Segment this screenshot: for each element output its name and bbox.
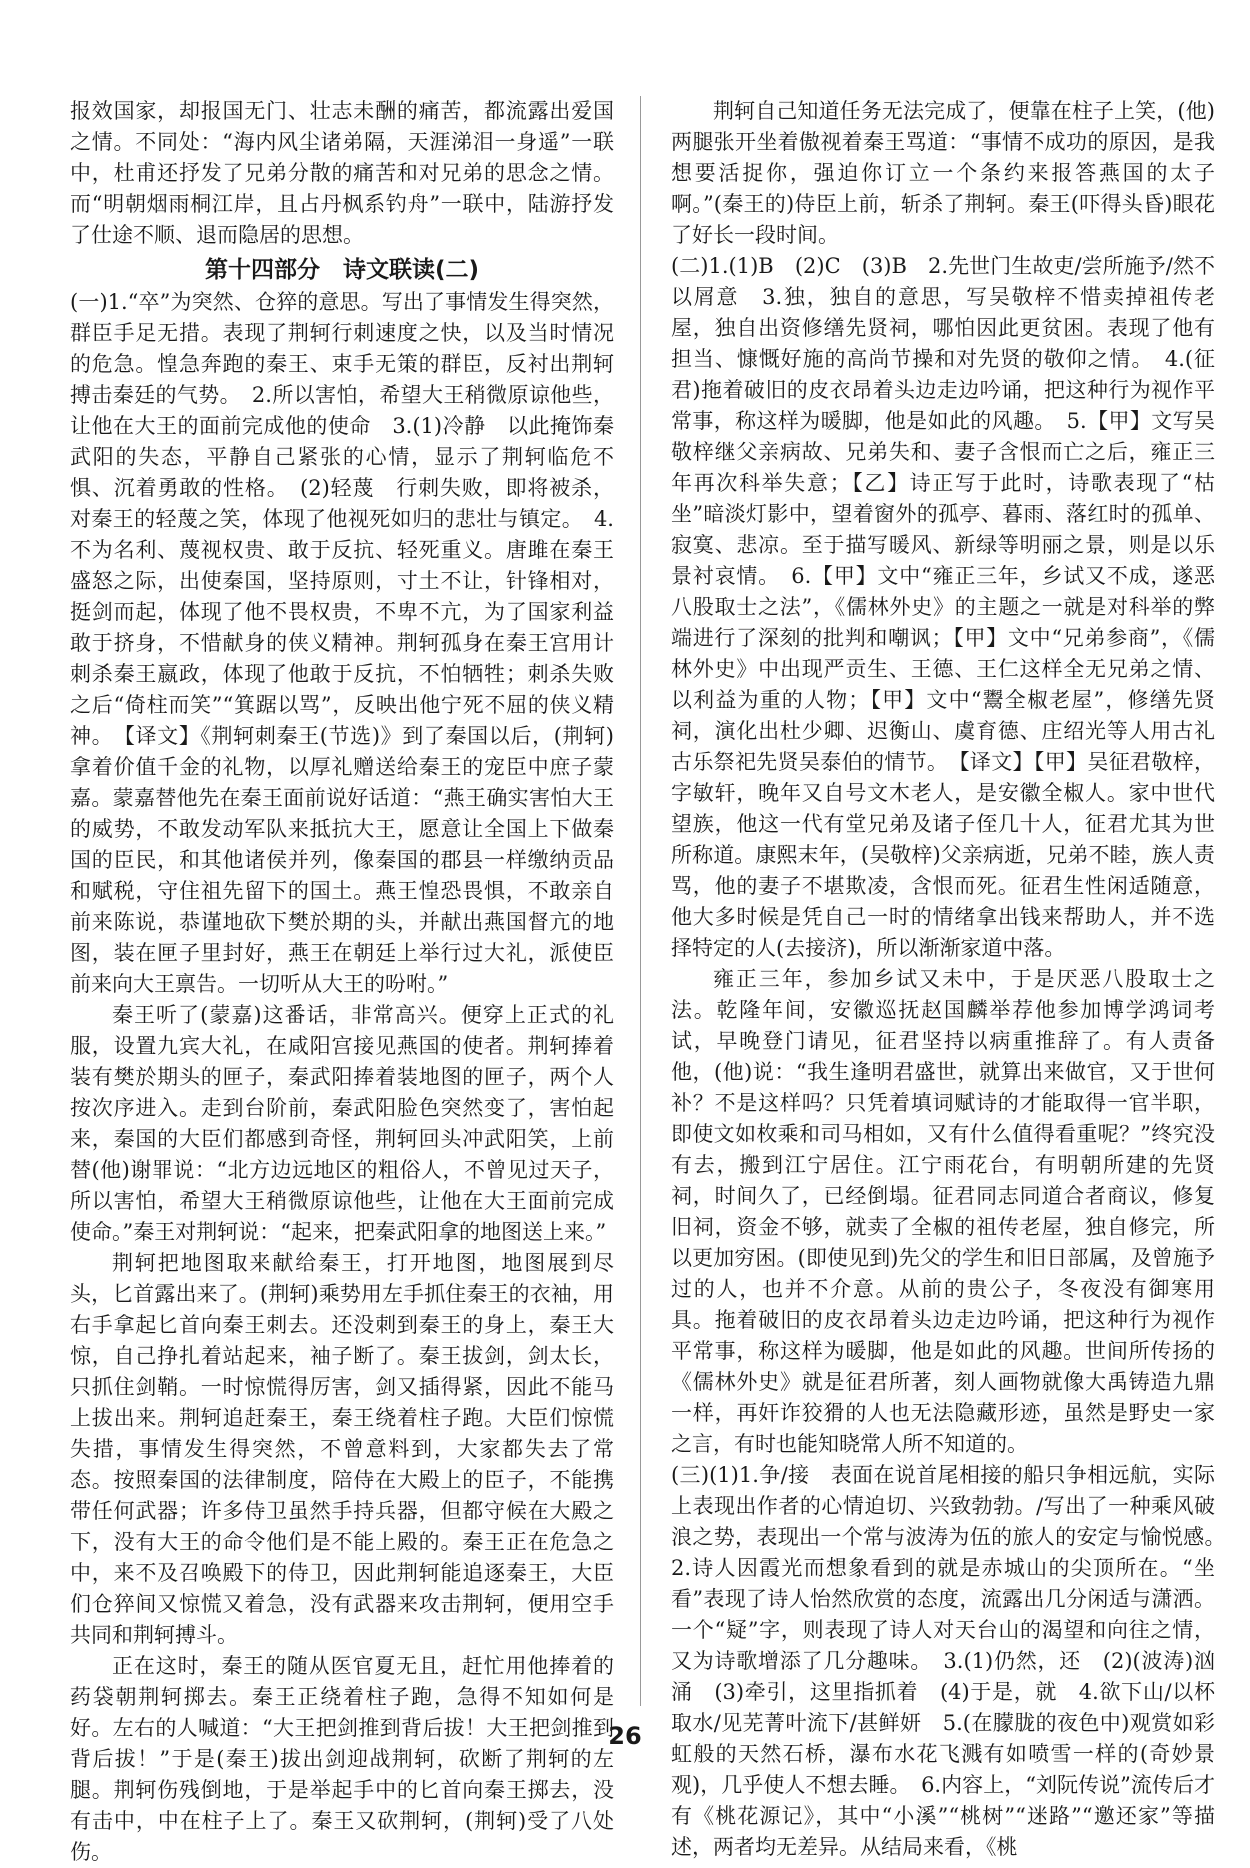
column-divider — [640, 96, 641, 1706]
left-intro-paragraph: 报效国家，却报国无门、壮志未酬的痛苦，都流露出爱国之情。不同处：“海内风尘诸弟隔，天涯涕泪一身遥”一联中，杜甫还抒发了兄弟分散的痛苦和对兄弟的思念之情。而“明朝烟雨桐江岸，且占丹枫系钓舟”一联中，陆游抒发了仕途不顺、退而隐居的思想。 — [70, 99, 614, 247]
answer-paragraph-3: (三)(1)1.争/接 表面在说首尾相接的船只争相远航，实际上表现出作者的心情迫切、兴致勃勃。/写出了一种乘风破浪之势，表现出一个常与波涛为伍的旅人的安定与愉悦感。 2.诗人因霞光而想象看到的就是赤城山的尖顶所在。“坐看”表现了诗人怡然欣赏的态度，流露出几分闲适与潇洒。一个“疑”字，则表现了诗人对天台山的渴望和向往之情，又为诗歌增添了几分趣味。 3.(1)仍然，还 (2)(波涛)汹涌 (3)牵引，这里指抓着 (4)于是，就 4.欲下山/以杯取水/见芜菁叶流下/甚鲜妍 5.(在朦胧的夜色中)观赏如彩虹般的天然石桥，瀑布水花飞溅有如喷雪一样的(奇妙景观)，几乎使人不想去睡。 6.内容上，“刘阮传说”流传后才有《桃花源记》，其中“小溪”“桃树”“迷路”“邀还家”等描述，两者均无差异。从结局来看，《桃 — [671, 1463, 1236, 1859]
page-number: 26 — [608, 1722, 642, 1750]
answer-paragraph-1: (一)1.“卒”为突然、仓猝的意思。写出了事情发生得突然，群臣手足无措。表现了荆轲行刺速度之快，以及当时情况的危急。惶急奔跑的秦王、束手无策的群臣，反衬出荆轲搏击秦廷的气势。 2.所以害怕，希望大王稍微原谅他些，让他在大王的面前完成他的使命 3.(1)冷静 以此掩饰秦武阳的失态，平静自己紧张的心情，显示了荆轲临危不惧、沉着勇敢的性格。 (2)轻蔑 行刺失败，即将被杀，对秦王的轻蔑之笑，体现了他视死如归的悲壮与镇定。 4.不为名利、蔑视权贵、敢于反抗、轻死重义。唐雎在秦王盛怒之际，出使秦国，坚持原则，寸土不让，针锋相对，挺剑而起，体现了他不畏权贵，不卑不亢，为了国家利益敢于挤身，不惜献身的侠义精神。荆轲孤身在秦王宫用计刺杀秦王嬴政，体现了他敢于反抗，不怕牺牲；刺杀失败之后“倚柱而笑”“箕踞以骂”，反映出他宁死不屈的侠义精神。 【译文】《荆轲刺秦王(节选)》到了秦国以后，(荆轲)拿着价值千金的礼物，以厚礼赠送给秦王的宠臣中庶子蒙嘉。蒙嘉替他先在秦王面前说好话道：“燕王确实害怕大王的威势，不敢发动军队来抵抗大王，愿意让全国上下做秦国的臣民，和其他诸侯并列，像秦国的郡县一样缴纳贡品和赋税，守住祖先留下的国土。燕王惶恐畏惧，不敢亲自前来陈说，恭谨地砍下樊於期的头，并献出燕国督亢的地图，装在匣子里封好，燕王在朝廷上举行过大礼，派使臣前来向大王禀告。一切听从大王的吩咐。” — [70, 290, 614, 996]
translation-paragraph-2: 秦王听了(蒙嘉)这番话，非常高兴。便穿上正式的礼服，设置九宾大礼，在咸阳宫接见燕国的使者。荆轲捧着装有樊於期头的匣子，秦武阳捧着装地图的匣子，两个人按次序进入。走到台阶前，秦武阳脸色突然变了，害怕起来，秦国的大臣们都感到奇怪，荆轲回头冲武阳笑，上前替(他)谢罪说：“北方边远地区的粗俗人，不曾见过天子，所以害怕，希望大王稍微原谅他些，让他在大王面前完成使命。”秦王对荆轲说：“起来，把秦武阳拿的地图送上来。” — [70, 1003, 614, 1244]
right-paragraph-1: 荆轲自己知道任务无法完成了，便靠在柱子上笑，(他)两腿张开坐着傲视着秦王骂道：“事情不成功的原因，是我想要活捉你，强迫你订立一个条约来报答燕国的太子啊。”(秦王的)侍臣上前，斩杀了荆轲。秦王(吓得头昏)眼花了好长一段时间。 — [671, 99, 1215, 247]
translation-paragraph-4: 正在这时，秦王的随从医官夏无且，赶忙用他捧着的药袋朝荆轲掷去。秦王正绕着柱子跑，急得不知如何是好。左右的人喊道：“大王把剑推到背后拔！大王把剑推到背后拔！”于是(秦王)拔出剑迎战荆轲，砍断了荆轲的左腿。荆轲伤残倒地，于是举起手中的匕首向秦王掷去，没有击中，中在柱子上了。秦王又砍荆轲，(荆轲)受了八处伤。 — [70, 1654, 614, 1864]
right-column — [671, 96, 1236, 1863]
left-column — [70, 96, 614, 1868]
answer-paragraph-2: (二)1.(1)B (2)C (3)B 2.先世门生故吏/尝所施予/然不以屑意 3.独，独自的意思，写吴敬梓不惜卖掉祖传老屋，独自出资修缮先贤祠，哪怕因此更贫困。表现了他有担当、慷慨好施的高尚节操和对先贤的敬仰之情。 4.(征君)拖着破旧的皮衣昂着头边走边吟诵，把这种行为视作平常事，称这样为暖脚，他是如此的风趣。 5.【甲】文写吴敬梓继父亲病故、兄弟失和、妻子含恨而亡之后，雍正三年再次科举失意；【乙】诗正写于此时，诗歌表现了“枯坐”暗淡灯影中，望着窗外的孤亭、暮雨、落红时的孤单、寂寞、悲凉。至于描写暖风、新绿等明丽之景，则是以乐景衬哀情。 6.【甲】文中“雍正三年，乡试又不成，遂恶八股取士之法”，《儒林外史》的主题之一就是对科举的弊端进行了深刻的批判和嘲讽；【甲】文中“兄弟参商”，《儒林外史》中出现严贡生、王德、王仁这样全无兄弟之情、以利益为重的人物；【甲】文中“鬻全椒老屋”，修缮先贤祠，演化出杜少卿、迟衡山、虞育德、庄绍光等人用古礼古乐祭祀先贤吴泰伯的情节。 【译文】【甲】吴征君敬梓，字敏轩，晚年又自号文木老人，是安徽全椒人。家中世代望族，他这一代有堂兄弟及诸子侄几十人，征君尤其为世所称道。康熙末年，(吴敬梓)父亲病逝，兄弟不睦，族人责骂，他的妻子不堪欺凌，含恨而死。征君生性闲适随意，他大多时候是凭自己一时的情绪拿出钱来帮助人，并不选择特定的人(去接济)，所以渐渐家道中落。 — [671, 254, 1215, 960]
translation-paragraph-3: 荆轲把地图取来献给秦王，打开地图，地图展到尽头，匕首露出来了。(荆轲)乘势用左手抓住秦王的衣袖，用右手拿起匕首向秦王刺去。还没刺到秦王的身上，秦王大惊，自己挣扎着站起来，袖子断了。秦王拔剑，剑太长，只抓住剑鞘。一时惊慌得厉害，剑又插得紧，因此不能马上拔出来。荆轲追赶秦王，秦王绕着柱子跑。大臣们惊慌失措，事情发生得突然，不曾意料到，大家都失去了常态。按照秦国的法律制度，陪侍在大殿上的臣子，不能携带任何武器；许多侍卫虽然手持兵器，但都守候在大殿之下，没有大王的命令他们是不能上殿的。秦王正在危急之中，来不及召唤殿下的侍卫，因此荆轲能追逐秦王，大臣们仓猝间又惊慌又着急，没有武器来攻击荆轲，便用空手共同和荆轲搏斗。 — [70, 1251, 614, 1647]
section-heading: 第十四部分 诗文联读(二) — [204, 257, 480, 283]
right-paragraph-3: 雍正三年，参加乡试又未中，于是厌恶八股取士之法。乾隆年间，安徽巡抚赵国麟举荐他参加博学鸿词考试，早晚登门请见，征君坚持以病重推辞了。有人责备他，(他)说：“我生逢明君盛世，就算出来做官，又于世何补？不是这样吗？只凭着填词赋诗的才能取得一官半职，即使文如枚乘和司马相如，又有什么值得看重呢？”终究没有去，搬到江宁居住。江宁雨花台，有明朝所建的先贤祠，时间久了，已经倒塌。征君同志同道合者商议，修复旧祠，资金不够，就卖了全椒的祖传老屋，独自修完，所以更加穷困。(即使见到)先父的学生和旧日部属，及曾施予过的人，也并不介意。从前的贵公子，冬夜没有御寒用具。拖着破旧的皮衣昂着头边走边吟诵，把这种行为视作平常事，称这样为暖脚，他是如此的风趣。世间所传扬的《儒林外史》就是征君所著，刻人画物就像大禹铸造九鼎一样，再奸诈狡猾的人也无法隐藏形迹，虽然是野史一家之言，有时也能知晓常人所不知道的。 — [671, 967, 1215, 1456]
